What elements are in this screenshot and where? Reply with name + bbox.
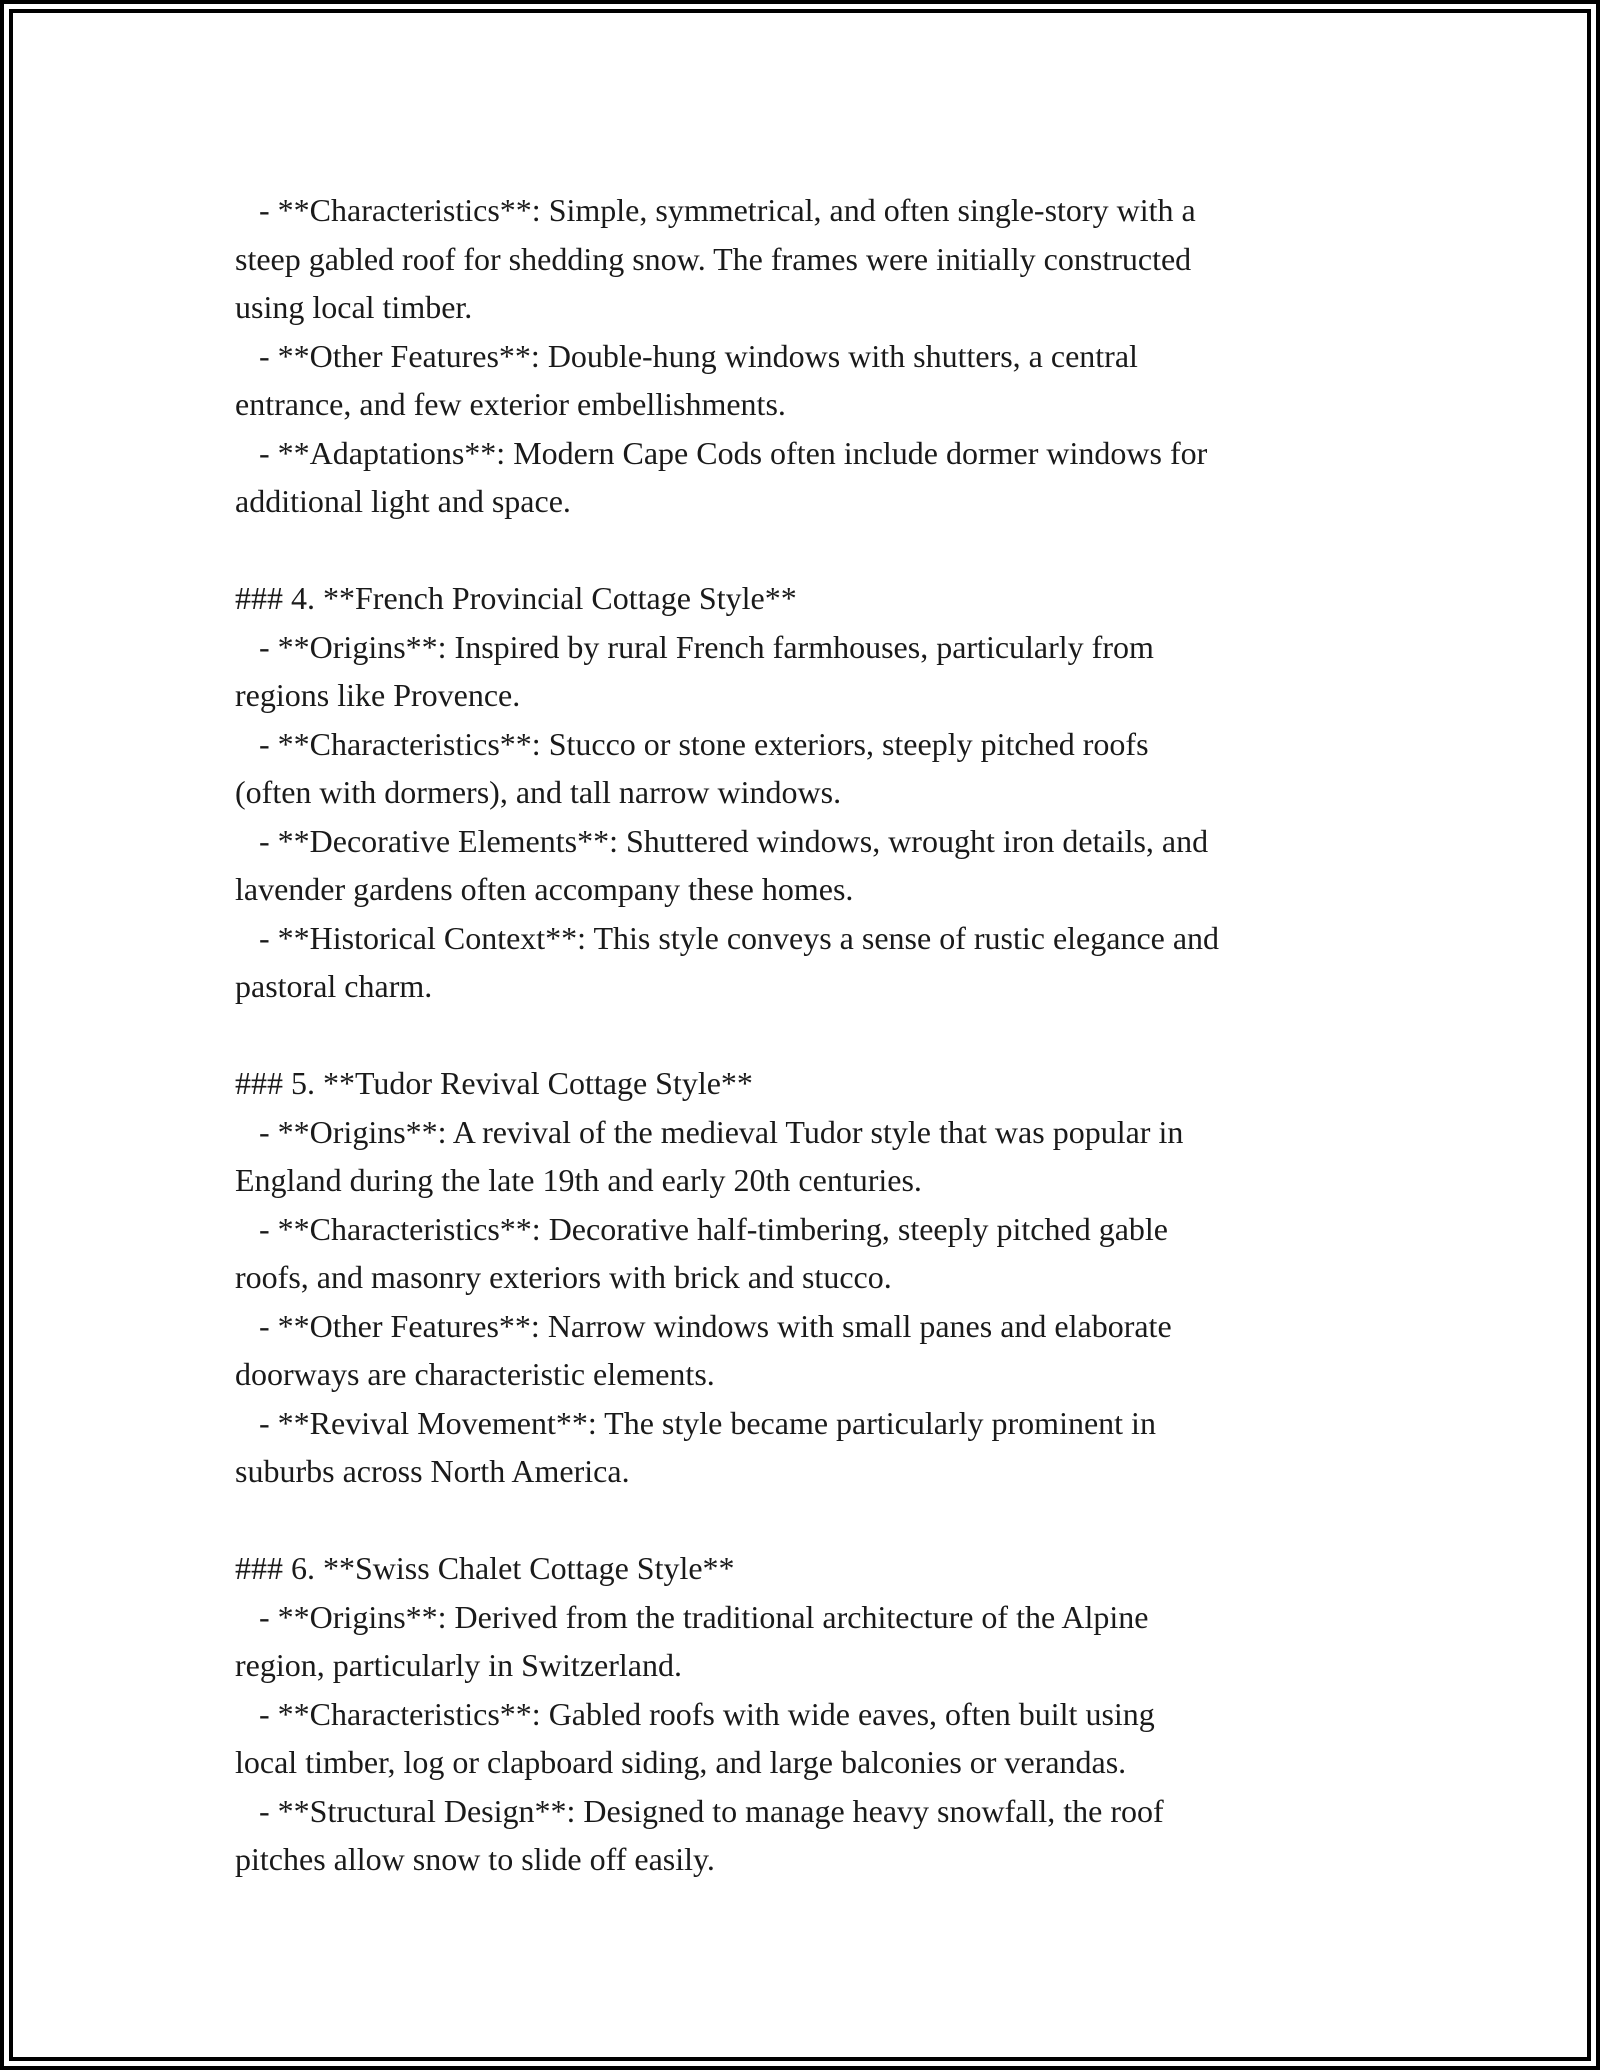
section-swiss-chalet bbox=[235, 1544, 1365, 1884]
text-line: lavender gardens often accompany these homes. bbox=[235, 871, 854, 907]
text-line: - **Adaptations**: Modern Cape Cods often include dormer windows for bbox=[235, 434, 1208, 471]
text-line: - **Other Features**: Double-hung windows with shutters, a central bbox=[235, 337, 1138, 374]
text-line: - **Decorative Elements**: Shuttered windows, wrought iron details, and bbox=[235, 822, 1209, 859]
text-line: additional light and space. bbox=[235, 483, 571, 519]
section-heading: ### 5. **Tudor Revival Cottage Style** bbox=[235, 1065, 753, 1101]
intro-paragraph bbox=[235, 186, 1365, 526]
text-line: using local timber. bbox=[235, 289, 473, 325]
document-body bbox=[235, 186, 1365, 1884]
section-heading: ### 6. **Swiss Chalet Cottage Style** bbox=[235, 1550, 735, 1586]
text-line: pastoral charm. bbox=[235, 968, 433, 1004]
paragraph-gap bbox=[235, 1496, 1365, 1545]
section-french-provincial bbox=[235, 574, 1365, 1011]
paragraph-gap bbox=[235, 1011, 1365, 1060]
text-line: steep gabled roof for shedding snow. The frames were initially constructed bbox=[235, 240, 1192, 277]
text-line: region, particularly in Switzerland. bbox=[235, 1647, 682, 1683]
text-line: - **Other Features**: Narrow windows with small panes and elaborate bbox=[235, 1307, 1172, 1344]
text-line: - **Origins**: Derived from the traditional architecture of the Alpine bbox=[235, 1598, 1149, 1635]
section-heading: ### 4. **French Provincial Cottage Style** bbox=[235, 580, 797, 616]
text-line: pitches allow snow to slide off easily. bbox=[235, 1841, 715, 1877]
text-line: - **Origins**: Inspired by rural French farmhouses, particularly from bbox=[235, 628, 1154, 665]
text-line: - **Origins**: A revival of the medieval Tudor style that was popular in bbox=[235, 1113, 1184, 1150]
text-line: - **Characteristics**: Decorative half-timbering, steeply pitched gable bbox=[235, 1210, 1168, 1247]
text-line: suburbs across North America. bbox=[235, 1453, 630, 1489]
text-line: - **Structural Design**: Designed to manage heavy snowfall, the roof bbox=[235, 1792, 1164, 1829]
text-line: - **Characteristics**: Simple, symmetrical, and often single-story with a bbox=[235, 192, 1196, 228]
text-line: roofs, and masonry exteriors with brick and stucco. bbox=[235, 1259, 892, 1295]
section-tudor-revival bbox=[235, 1059, 1365, 1496]
text-line: entrance, and few exterior embellishments. bbox=[235, 386, 786, 422]
text-line: doorways are characteristic elements. bbox=[235, 1356, 715, 1392]
text-line: - **Characteristics**: Gabled roofs with wide eaves, often built using bbox=[235, 1695, 1155, 1732]
text-line: England during the late 19th and early 20th centuries. bbox=[235, 1162, 922, 1198]
text-line: local timber, log or clapboard siding, and large balconies or verandas. bbox=[235, 1744, 1127, 1780]
text-line: regions like Provence. bbox=[235, 677, 521, 713]
text-line: - **Characteristics**: Stucco or stone exteriors, steeply pitched roofs bbox=[235, 725, 1149, 762]
text-line: (often with dormers), and tall narrow windows. bbox=[235, 774, 842, 810]
paragraph-gap bbox=[235, 526, 1365, 575]
text-line: - **Revival Movement**: The style became particularly prominent in bbox=[235, 1404, 1156, 1441]
text-line: - **Historical Context**: This style conveys a sense of rustic elegance and bbox=[235, 919, 1220, 956]
